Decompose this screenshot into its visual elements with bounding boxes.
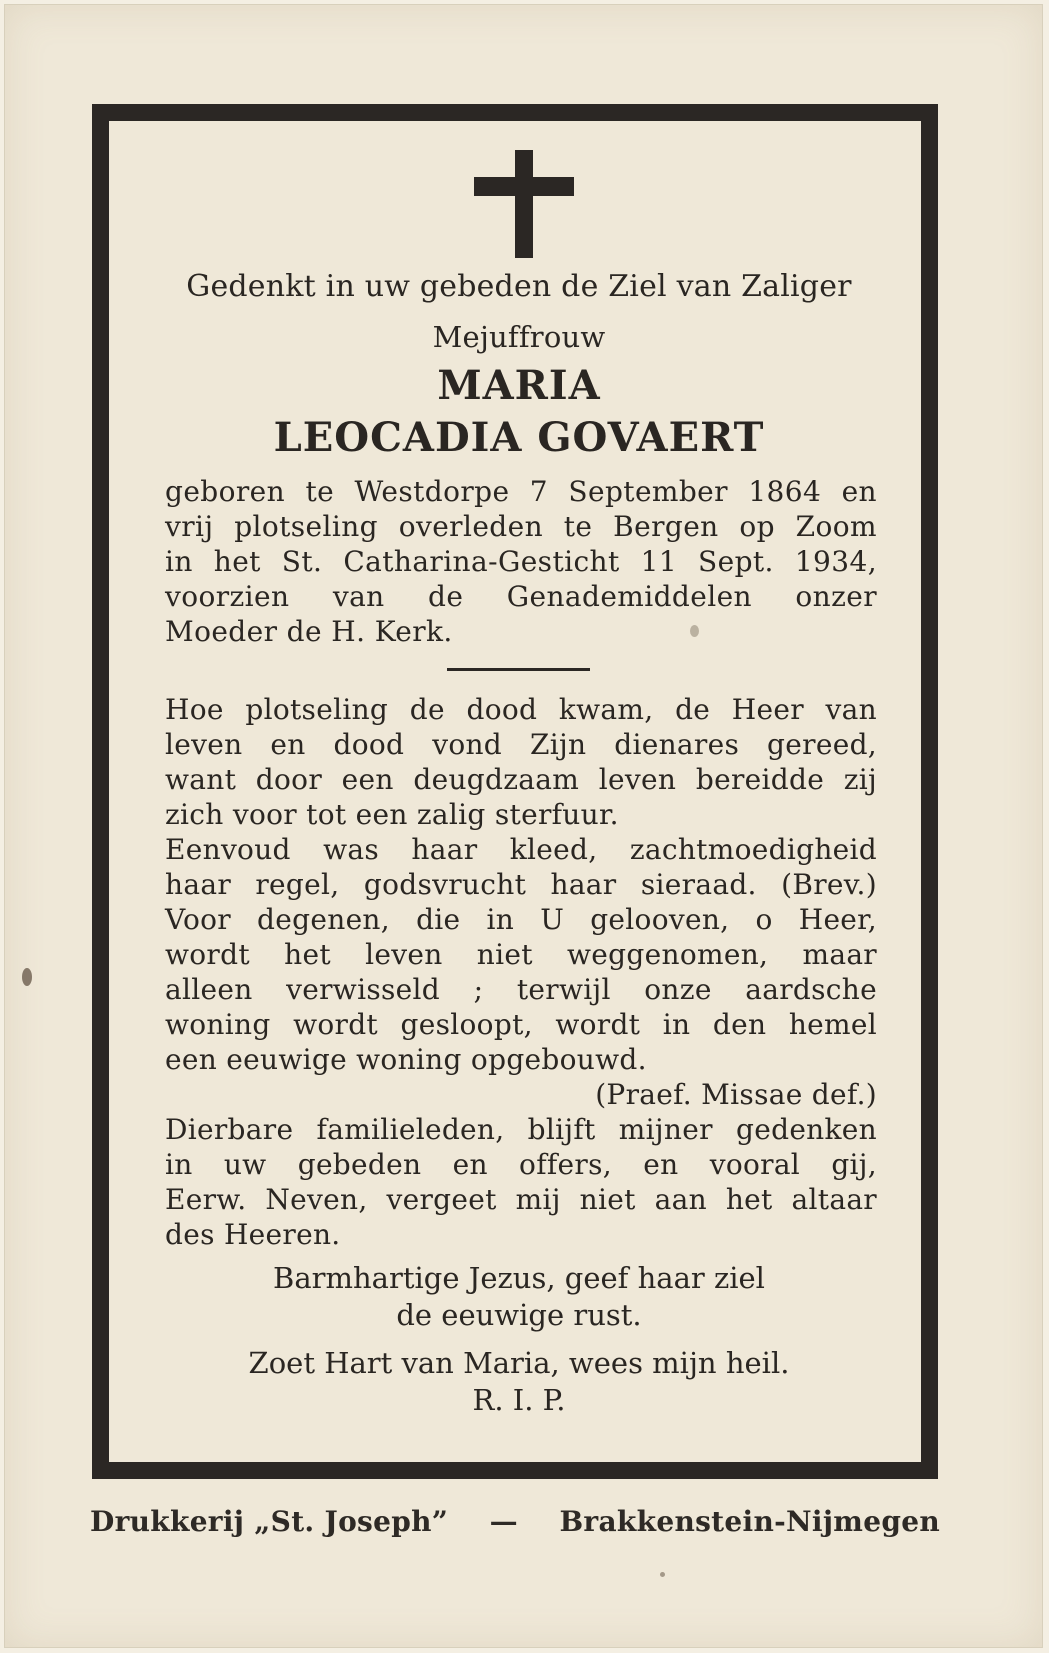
bio-line: vrij plotseling overleden te Bergen op Zoom: [165, 510, 877, 543]
prayer-line: zich voor tot een zalig sterfuur.: [165, 798, 619, 831]
prayer-line: des Heeren.: [165, 1218, 341, 1251]
prayer-line: woning wordt gesloopt, wordt in den hemel: [165, 1008, 877, 1041]
prayer-line: haar regel, godsvrucht haar sieraad. (Brev.): [165, 868, 877, 901]
prayer-line: Eerw. Neven, vergeet mij niet aan het altaar: [165, 1183, 877, 1216]
prayer-line: Dierbare familieleden, blijft mijner gedenken: [165, 1113, 877, 1146]
bio-line: Moeder de H. Kerk.: [165, 615, 453, 648]
biography: [165, 474, 877, 649]
prayer-line: Voor degenen, die in U gelooven, o Heer,: [165, 903, 877, 936]
closing-prayer: [165, 1260, 873, 1334]
closing-line-2: de eeuwige rust.: [396, 1298, 642, 1332]
printer-footer: [90, 1505, 940, 1538]
footer-dash: —: [489, 1505, 518, 1538]
printer-name: Drukkerij „St. Joseph”: [90, 1505, 449, 1538]
prayer-line: alleen verwisseld ; terwijl onze aardsche: [165, 973, 877, 1006]
divider-rule: [447, 668, 590, 671]
prayer-line: in uw gebeden en offers, en vooral gij,: [165, 1148, 877, 1181]
bio-line: voorzien van de Genademiddelen onzer: [165, 580, 877, 613]
closing-invocation: [165, 1345, 873, 1419]
intro: [165, 262, 873, 362]
cross-icon: [474, 150, 574, 258]
name-line-2: LEOCADIA GOVAERT: [273, 414, 765, 461]
paper-stain: [660, 1572, 665, 1577]
prayer-line: Eenvoud was haar kleed, zachtmoedigheid: [165, 833, 877, 866]
deceased-name: [150, 360, 888, 464]
rip-line: R. I. P.: [472, 1383, 566, 1417]
bio-line: in het St. Catharina-Gesticht 11 Sept. 1934,: [165, 545, 877, 578]
prayer-line: Hoe plotseling de dood kwam, de Heer van: [165, 693, 877, 726]
prayer-line: wordt het leven niet weggenomen, maar: [165, 938, 877, 971]
intro-line-1: Gedenkt in uw gebeden de Ziel van Zaliger: [186, 269, 852, 304]
closing-line-3: Zoet Hart van Maria, wees mijn heil.: [248, 1346, 790, 1380]
name-line-1: MARIA: [437, 362, 601, 409]
closing-line-1: Barmhartige Jezus, geef haar ziel: [273, 1261, 765, 1295]
paper-stain: [690, 625, 699, 637]
prayer-line: leven en dood vond Zijn dienares gereed,: [165, 728, 877, 761]
prayer-line: een eeuwige woning opgebouwd.: [165, 1043, 647, 1076]
prayer-line: want door een deugdzaam leven bereidde zij: [165, 763, 877, 796]
paper-stain: [22, 968, 32, 986]
bio-line: geboren te Westdorpe 7 September 1864 en: [165, 475, 877, 508]
title-mejuffrouw: Mejuffrouw: [432, 320, 606, 354]
prayer-text: [165, 692, 877, 1252]
printer-location: Brakkenstein-Nijmegen: [559, 1505, 940, 1538]
prayer-citation: (Praef. Missae def.): [595, 1078, 877, 1111]
